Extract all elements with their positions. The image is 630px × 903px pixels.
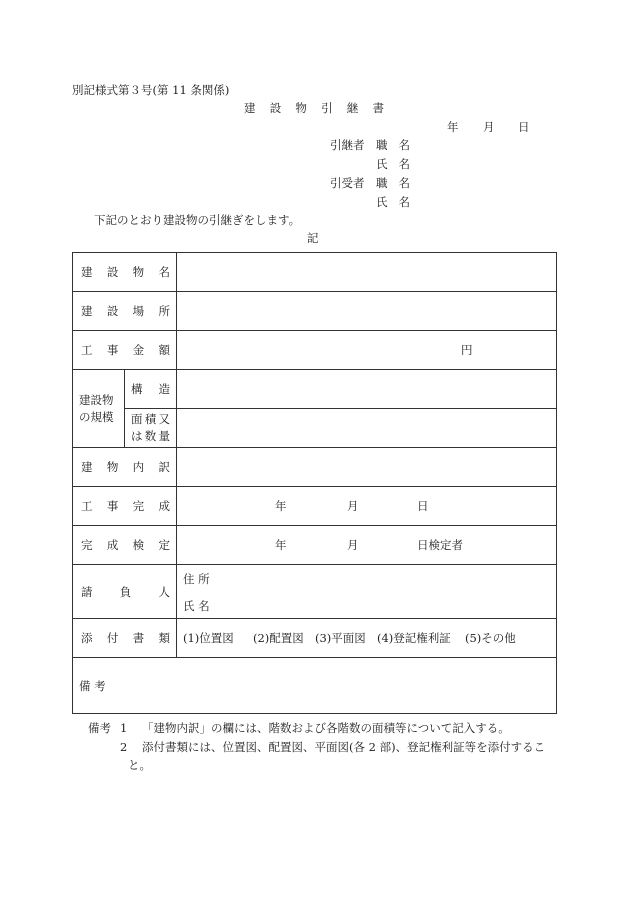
- transferee-name-label: 氏 名: [376, 195, 410, 209]
- attachment-floor-plan: (3)平面図: [315, 631, 366, 645]
- inspection-day-inspector: 日検定者: [417, 538, 463, 552]
- structure-label: 構 造: [125, 370, 177, 409]
- completion-date-value[interactable]: [177, 487, 557, 526]
- scale-label: 建設物 の規模: [73, 370, 125, 448]
- date-year: 年: [447, 120, 459, 134]
- row-completion: [73, 487, 557, 526]
- note-2-text: 添付書類には、位置図、配置図、平面図(各 2 部)、登記権利証等を添付するこ: [142, 740, 546, 754]
- row-scale-structure: [73, 370, 557, 409]
- building-details-label: 建 物 内 訳: [73, 448, 177, 487]
- construction-cost-label: 工 事 金 額: [73, 331, 177, 370]
- inspection-value[interactable]: [177, 526, 557, 565]
- yen-unit: 円: [461, 343, 473, 357]
- note-1-text: 「建物内訳」の欄には、階数および各階数の面積等について記入する。: [142, 721, 510, 735]
- inspection-month: 月: [347, 538, 359, 552]
- construction-site-value[interactable]: [177, 292, 557, 331]
- row-building-details: [73, 448, 557, 487]
- attachment-registration-certificate: (4)登記権利証: [377, 631, 451, 645]
- building-name-label: 建 設 物 名: [73, 253, 177, 292]
- attachments-label: 添 付 書 類: [73, 619, 177, 658]
- building-details-value[interactable]: [177, 448, 557, 487]
- row-scale-area: [73, 409, 557, 448]
- remarks-label: 備 考: [79, 678, 106, 693]
- row-construction-site: [73, 292, 557, 331]
- notes-heading: 備考: [88, 721, 111, 735]
- area-value[interactable]: [177, 409, 557, 448]
- date-month: 月: [483, 120, 495, 134]
- ki-heading: 記: [307, 231, 319, 245]
- completion-year: 年: [275, 499, 287, 513]
- row-remarks: [73, 658, 557, 714]
- transferee-position-label: 職 名: [376, 176, 410, 190]
- inspection-year: 年: [275, 538, 287, 552]
- transfer-form-table: [72, 252, 557, 714]
- completion-month: 月: [347, 499, 359, 513]
- contractor-address-label: 住 所: [183, 572, 210, 586]
- remarks-value[interactable]: [73, 658, 557, 714]
- inspection-label: 完 成 検 定: [73, 526, 177, 565]
- row-attachments: [73, 619, 557, 658]
- completion-label: 工 事 完 成: [73, 487, 177, 526]
- building-name-value[interactable]: [177, 253, 557, 292]
- attachment-location-map: (1)位置図: [183, 631, 234, 645]
- intro-text: 下記のとおり建設物の引継ぎをします。: [94, 213, 301, 227]
- note-2-continuation: と。: [128, 758, 151, 772]
- note-2-number: 2: [120, 740, 128, 754]
- transferor-position-label: 職 名: [376, 138, 410, 152]
- row-building-name: [73, 253, 557, 292]
- transferee-label: 引受者: [330, 176, 365, 190]
- contractor-label: 請 負 人: [73, 565, 177, 619]
- attachment-other: (5)その他: [465, 631, 516, 645]
- document-title: 建 設 物 引 継 書: [244, 101, 384, 115]
- contractor-name-label: 氏 名: [183, 599, 210, 613]
- construction-site-label: 建 設 場 所: [73, 292, 177, 331]
- date-day: 日: [518, 120, 530, 134]
- structure-value[interactable]: [177, 370, 557, 409]
- attachments-value[interactable]: [177, 619, 557, 658]
- form-reference: 別記様式第３号(第 11 条関係): [72, 83, 230, 97]
- construction-cost-value[interactable]: [177, 331, 557, 370]
- area-label: 面 積 又 は 数 量: [125, 409, 177, 448]
- completion-day: 日: [417, 499, 429, 513]
- transferor-label: 引継者: [330, 138, 365, 152]
- row-construction-cost: [73, 331, 557, 370]
- transferor-name-label: 氏 名: [376, 157, 410, 171]
- contractor-value[interactable]: [177, 565, 557, 619]
- row-contractor: [73, 565, 557, 619]
- note-1-number: 1: [120, 721, 128, 735]
- attachment-layout-plan: (2)配置図: [253, 631, 304, 645]
- row-inspection: [73, 526, 557, 565]
